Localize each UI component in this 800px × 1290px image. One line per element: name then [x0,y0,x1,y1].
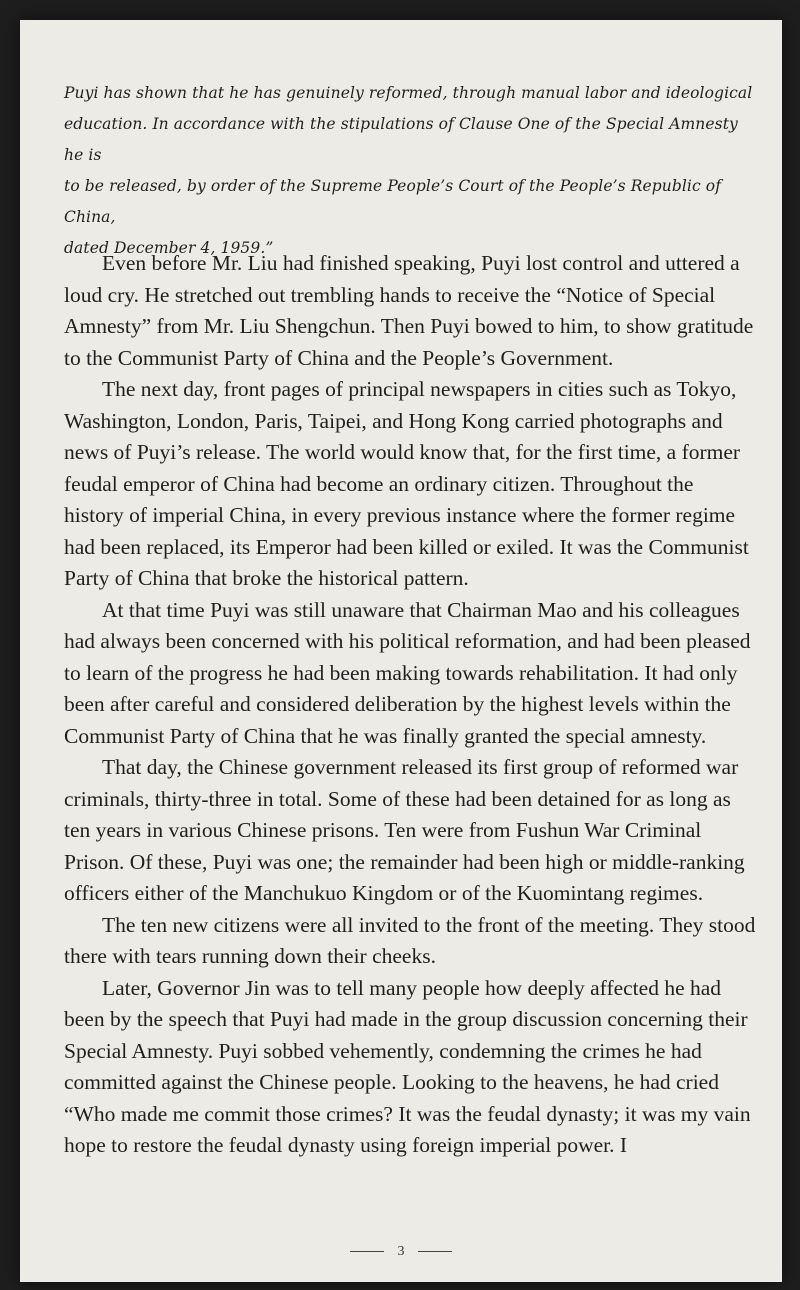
paragraph: The next day, front pages of principal newspapers in cities such as Tokyo, Washington, London, Paris, Taipei, and Hong Kong carried photographs and news of Puyi’s release. The world would know that, for the first time, a former feudal emperor of China had become an ordinary citizen. Throughout the history of imperial China, in every previous instance where the former regime had been replaced, its Emperor had been killed or exiled. It was the Communist Party of China that broke the historical pattern. [64,377,749,590]
paragraph: The ten new citizens were all invited to the front of the meeting. They stood there with tears running down their cheeks. [64,912,756,968]
quote-line: to be released, by order of the Supreme People’s Court of the People’s Republic of China, [64,177,722,226]
paragraph: Later, Governor Jin was to tell many people how deeply affected he had been by the speech that Puyi had made in the group discussion concerning their Special Amnesty. Puyi sobbed vehemently, condemning the crimes he had committed against the Chinese people. Looking to the heavens, he had cried “Who made me commit those crimes? It was the feudal dynasty; it was my vain hope to restore the feudal dynasty using foreign imperial power. I [64,975,751,1157]
footer-rule-left [350,1251,384,1252]
book-page [20,20,782,1282]
quote-line: education. In accordance with the stipulations of Clause One of the Special Amnesty he is [64,115,738,164]
paragraph: Even before Mr. Liu had finished speaking, Puyi lost control and uttered a loud cry. He stretched out trembling hands to receive the “Notice of Special Amnesty” from Mr. Liu Shengchun. Then Puyi bowed to him, to show gratitude to the Communist Party of China and the People’s Government. [64,251,754,370]
page-footer [20,1244,782,1260]
quoted-notice [64,78,758,264]
body-text [64,248,758,1162]
quote-line: Puyi has shown that he has genuinely reformed, through manual labor and ideological [64,84,753,102]
quote-line: dated December 4, 1959.” [64,239,274,257]
paragraph: That day, the Chinese government released its first group of reformed war criminals, thirty-three in total. Some of these had been detained for as long as ten years in various Chinese prisons. Ten were from Fushun War Criminal Prison. Of these, Puyi was one; the remainder had been high or middle-ranking officers either of the Manchukuo Kingdom or of the Kuomintang regimes. [64,755,745,905]
footer-rule-right [418,1251,452,1252]
page-number: 3 [397,1244,405,1259]
paragraph: At that time Puyi was still unaware that Chairman Mao and his colleagues had always been concerned with his political reformation, and had been pleased to learn of the progress he had been making towards rehabilitation. It had only been after careful and considered deliberation by the highest levels within the Communist Party of China that he was finally granted the special amnesty. [64,597,751,748]
